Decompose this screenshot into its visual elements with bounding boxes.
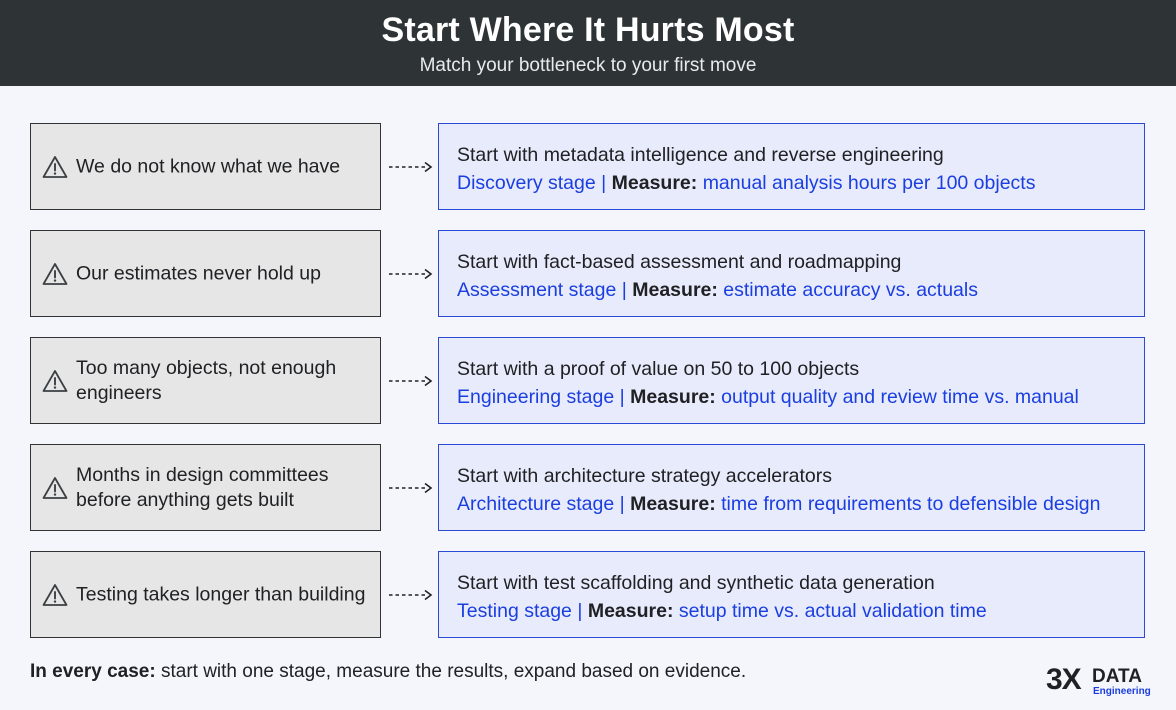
- problem-text: Testing takes longer than building: [76, 583, 366, 605]
- problem-text: Months in design committees before anything gets built: [76, 463, 329, 511]
- warning-icon: [42, 583, 68, 607]
- measure-label: Measure:: [632, 279, 718, 301]
- warning-icon: [42, 262, 68, 286]
- separator: |: [621, 279, 627, 301]
- stage-measure-line: [457, 386, 1079, 409]
- logo-name: DATA: [1092, 666, 1142, 687]
- measure-label: Measure:: [611, 172, 698, 194]
- stage-measure-line: [457, 493, 1101, 516]
- stage-measure-line: [457, 279, 978, 302]
- warning-icon: [42, 155, 68, 179]
- stage-label: Assessment stage: [457, 279, 617, 301]
- solution-box: [438, 444, 1145, 531]
- measure-label: Measure:: [630, 493, 716, 515]
- measure-label: Measure:: [630, 386, 716, 408]
- solution-text: Start with a proof of value on 50 to 100 objects: [457, 358, 860, 380]
- measure-text: time from requirements to defensible design: [721, 493, 1101, 515]
- bottleneck-row: [0, 123, 1176, 210]
- bottleneck-row: [0, 337, 1176, 424]
- logo-mark: 3X: [1046, 663, 1081, 696]
- problem-box: [30, 230, 381, 317]
- solution-box: [438, 337, 1145, 424]
- separator: |: [619, 493, 625, 515]
- brand-logo: [1046, 663, 1151, 697]
- stage-measure-line: [457, 600, 987, 623]
- measure-label: Measure:: [587, 600, 674, 622]
- problem-text: Too many objects, not enough engineers: [76, 356, 337, 404]
- warning-icon: [42, 476, 68, 500]
- problem-box: [30, 551, 381, 638]
- page-title: Start Where It Hurts Most: [381, 11, 795, 49]
- stage-label: Discovery stage: [457, 172, 596, 194]
- solution-text: Start with fact-based assessment and roadmapping: [457, 251, 902, 273]
- separator: |: [601, 172, 607, 194]
- separator: |: [577, 600, 583, 622]
- dashed-arrow-icon: [388, 374, 434, 388]
- measure-text: setup time vs. actual validation time: [678, 600, 987, 622]
- bottleneck-row: [0, 551, 1176, 638]
- stage-measure-line: [457, 172, 1035, 195]
- measure-text: estimate accuracy vs. actuals: [723, 279, 978, 301]
- footer-lead: In every case:: [30, 661, 156, 682]
- problem-box: [30, 444, 381, 531]
- problem-text: Our estimates never hold up: [76, 262, 321, 284]
- dashed-arrow-icon: [388, 267, 434, 281]
- solution-text: Start with test scaffolding and synthetic data generation: [457, 572, 935, 594]
- measure-text: output quality and review time vs. manual: [721, 386, 1079, 408]
- dashed-arrow-icon: [388, 160, 434, 174]
- problem-box: [30, 123, 381, 210]
- bottleneck-row: [0, 444, 1176, 531]
- problem-text: We do not know what we have: [76, 155, 341, 177]
- solution-box: [438, 123, 1145, 210]
- dashed-arrow-icon: [388, 481, 434, 495]
- bottleneck-row: [0, 230, 1176, 317]
- measure-text: manual analysis hours per 100 objects: [702, 172, 1036, 194]
- solution-text: Start with architecture strategy accelerators: [457, 465, 832, 487]
- dashed-arrow-icon: [388, 588, 434, 602]
- solution-box: [438, 230, 1145, 317]
- problem-box: [30, 337, 381, 424]
- solution-text: Start with metadata intelligence and reverse engineering: [457, 144, 944, 166]
- logo-tagline: Engineering: [1093, 686, 1151, 697]
- solution-box: [438, 551, 1145, 638]
- page-subtitle: Match your bottleneck to your first move: [419, 55, 757, 76]
- separator: |: [619, 386, 625, 408]
- stage-label: Architecture stage: [457, 493, 615, 515]
- footer-text: start with one stage, measure the results, expand based on evidence.: [160, 661, 747, 682]
- header: [0, 0, 1176, 86]
- warning-icon: [42, 369, 68, 393]
- stage-label: Engineering stage: [457, 386, 615, 408]
- footer-note: [30, 661, 746, 683]
- stage-label: Testing stage: [457, 600, 572, 622]
